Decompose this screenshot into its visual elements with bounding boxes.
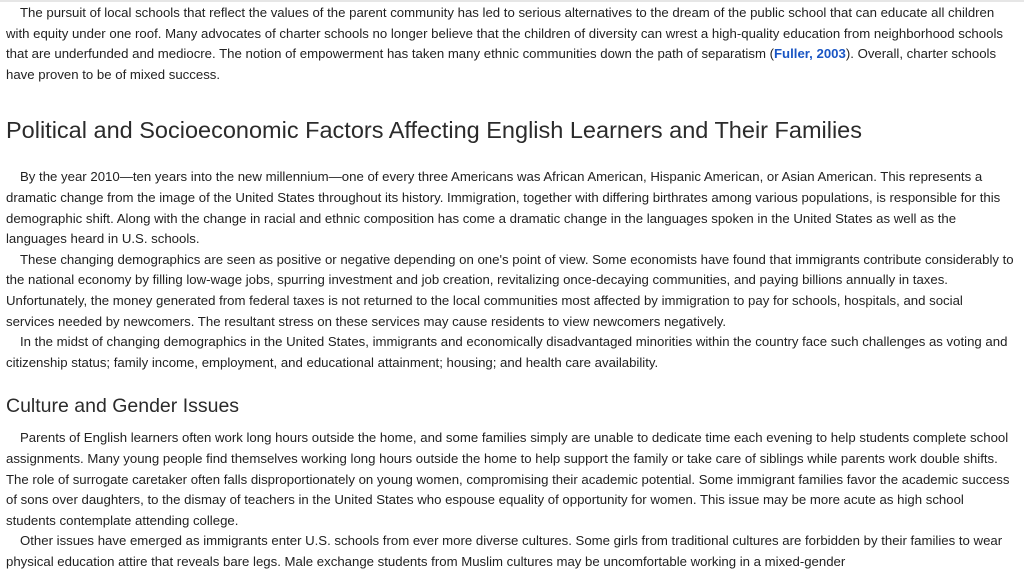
citation-link[interactable]: Fuller, 2003	[774, 46, 846, 62]
top-border	[0, 0, 1024, 2]
paragraph-parents: Parents of English learners often work long hours outside the home, and some families simply are unable to dedicate time each evening to help students complete school assignments. Many young people find themselves working long hours outside the home to help support the family or take care of siblings while parents work double shifts. The role of surrogate caretaker often falls disproportionately on young women, compromising their academic potential. Some immigrant families favor the academic success of sons over daughters, to the dismay of teachers in the United States who espouse equality of opportunity for women. This issue may be more acute as high school students contemplate attending college.	[6, 430, 1010, 528]
paragraph-challenges: In the midst of changing demographics in the United States, immigrants and economically disadvantaged minorities within the country face such challenges as voting and citizenship status; family income, employment, and educational attainment; housing; and health care availability.	[6, 334, 1008, 370]
paragraph-charter-schools	[6, 3, 1014, 85]
paragraph-text: ). Overall, charter schools have proven to be of mixed success.	[6, 46, 997, 82]
section-heading-culture-gender: Culture and Gender Issues	[6, 395, 240, 418]
document-page	[6, 3, 1014, 572]
paragraph-economics: These changing demographics are seen as positive or negative depending on one's point of view. Some economists have found that immigrants contribute considerably to the national economy by filling low-wage jobs, spurring investment and job creation, revitalizing once-decaying communities, and paying billions annually in taxes. Unfortunately, the money generated from federal taxes is not returned to the local communities most affected by immigration to pay for schools, hospitals, and social services needed by newcomers. The resultant stress on these services may cause residents to view newcomers negatively.	[6, 251, 1014, 329]
section-heading-political-factors: Political and Socioeconomic Factors Affecting English Learners and Their Families	[6, 117, 863, 144]
paragraph-other-issues: Other issues have emerged as immigrants enter U.S. schools from ever more diverse cultures. Some girls from traditional cultures are forbidden by their families to wear physical education attire that reveals bare legs. Male exchange students from Muslim cultures may be uncomfortable working in a mixed-gender	[6, 533, 1003, 569]
paragraph-text: The pursuit of local schools that reflect the values of the parent community has led to serious alternatives to the dream of the public school that can educate all children with equity under one roof. Many advocates of charter schools no longer believe that the children of diversity can wrest a high-quality education from neighborhood schools that are underfunded and mediocre. The notion of empowerment has taken many ethnic communities down the path of separatism (	[6, 5, 1003, 62]
paragraph-demographics: By the year 2010—ten years into the new millennium—one of every three Americans was African American, Hispanic American, or Asian American. This represents a dramatic change from the image of the United States throughout its history. Immigration, together with differing birthrates among various populations, is responsible for this demographic shift. Along with the change in racial and ethnic composition has come a dramatic change in the languages spoken in the United States as well as the languages heard in U.S. schools.	[6, 169, 1001, 247]
